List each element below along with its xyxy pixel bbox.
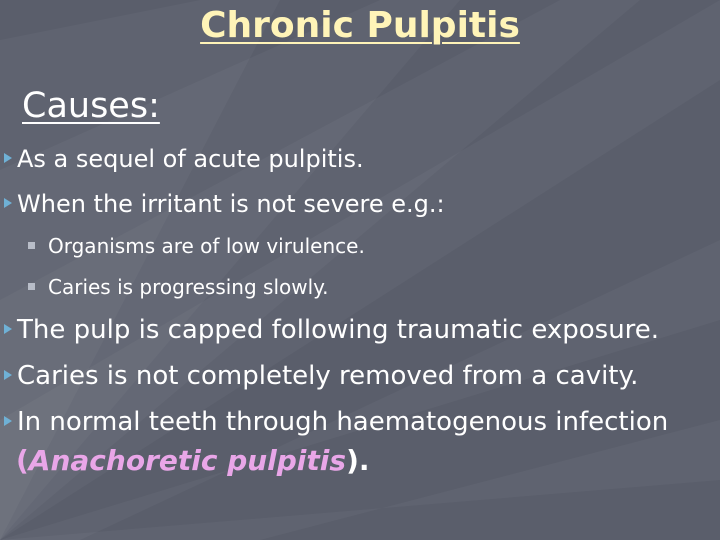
bullet-item (0, 314, 659, 346)
arrow-bullet-icon (4, 324, 12, 334)
sub-bullet-item (28, 274, 329, 300)
bullet-item (0, 144, 364, 174)
bullet-text: When the irritant is not severe e.g.: (17, 190, 445, 218)
sub-bullet-item (28, 233, 365, 259)
square-bullet-icon (28, 242, 35, 249)
bullet-item (0, 406, 668, 438)
square-bullet-icon (28, 283, 35, 290)
bullet-text: Caries is not completely removed from a cavity. (17, 361, 639, 391)
bullet-text: As a sequel of acute pulpitis. (17, 145, 364, 173)
sub-bullet-text: Organisms are of low virulence. (48, 234, 365, 258)
bullet-text: In normal teeth through haematogenous infection (17, 407, 669, 437)
sub-bullet-text: Caries is progressing slowly. (48, 275, 329, 299)
close-paren: ). (346, 444, 370, 477)
anachoretic-term: Anachoretic pulpitis (28, 444, 347, 477)
slide-title: Chronic Pulpitis (200, 5, 520, 46)
bullet-item (0, 189, 445, 219)
arrow-bullet-icon (4, 370, 12, 380)
section-heading: Causes: (22, 86, 160, 126)
arrow-bullet-icon (4, 198, 12, 208)
arrow-bullet-icon (4, 153, 12, 163)
arrow-bullet-icon (4, 416, 12, 426)
bullet-item (0, 360, 638, 392)
open-paren: ( (16, 444, 29, 477)
bullet-text: The pulp is capped following traumatic exposure. (17, 315, 660, 345)
anachoretic-note (16, 443, 370, 479)
